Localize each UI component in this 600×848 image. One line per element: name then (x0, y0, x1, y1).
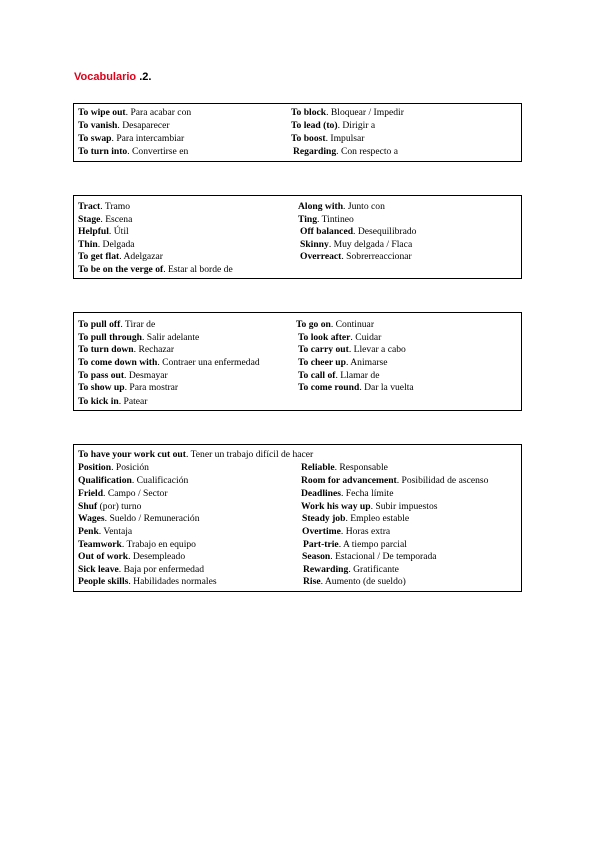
vocab-term: To come round (298, 382, 360, 393)
vocab-entry (78, 564, 204, 576)
vocab-entry (301, 462, 388, 474)
vocab-entry (303, 576, 406, 588)
vocab-entry (78, 201, 130, 213)
vocab-def: . Posición (111, 462, 149, 473)
vocab-term: To look after (298, 332, 351, 343)
vocab-def: . Con respecto a (336, 146, 398, 157)
vocab-term: People skills (78, 576, 129, 587)
vocab-def: . Desequilibrado (353, 226, 417, 237)
vocab-entry (78, 396, 148, 408)
vocab-def: . Posibilidad de ascenso (396, 475, 489, 486)
vocab-term: To pull through (78, 332, 142, 343)
vocab-term: Room for advancement (301, 475, 397, 486)
vocab-term: Out of work (78, 551, 129, 562)
vocab-term: Tract (78, 201, 101, 212)
vocab-entry (78, 107, 191, 119)
vocab-entry (78, 513, 200, 525)
vocab-term: To show up (78, 382, 125, 393)
vocab-term: To get flat (78, 251, 120, 262)
vocab-term: To wipe out (78, 107, 126, 118)
vocab-entry-full (78, 449, 313, 461)
vocab-term: Wages (78, 513, 105, 524)
vocab-def: . Fecha límite (340, 488, 394, 499)
vocab-def: . Para intercambiar (111, 133, 185, 144)
vocab-entry (78, 539, 196, 551)
vocab-def: . Estacional / De temporada (330, 551, 437, 562)
vocab-term: Work his way up (301, 501, 371, 512)
vocab-def: . Campo / Sector (103, 488, 168, 499)
vocab-entry (78, 475, 188, 487)
vocab-def: . Desempleado (128, 551, 186, 562)
vocab-box-3 (73, 312, 522, 411)
vocab-entry (78, 357, 260, 369)
vocab-term: To boost (291, 133, 326, 144)
vocab-term: Reliable (301, 462, 335, 473)
vocab-entry (303, 539, 407, 551)
vocab-term: To come down with (78, 357, 158, 368)
vocab-entry (78, 551, 185, 563)
vocab-entry (291, 133, 364, 145)
vocab-entry (78, 344, 174, 356)
vocab-entry (78, 382, 178, 394)
vocab-entry (303, 564, 399, 576)
vocab-entry (298, 344, 406, 356)
vocab-def: . Baja por enfermedad (118, 564, 205, 575)
vocab-term: Overreact (300, 251, 342, 262)
vocab-def: . Tener un trabajo difícil de hacer (185, 449, 314, 460)
vocab-entry (296, 319, 374, 331)
vocab-def: . Estar al borde de (163, 264, 233, 275)
vocab-entry (78, 370, 168, 382)
vocab-def: . Para mostrar (124, 382, 179, 393)
vocab-term: Rise (303, 576, 321, 587)
vocab-term: To lead (to) (291, 120, 338, 131)
vocab-def: . Continuar (330, 319, 375, 330)
vocab-entry (78, 251, 163, 263)
vocab-def: . Impulsar (325, 133, 365, 144)
vocab-entry (298, 382, 414, 394)
vocab-term: Helpful (78, 226, 109, 237)
vocab-term: Deadlines (301, 488, 341, 499)
vocab-box-4 (73, 444, 522, 592)
vocab-entry (293, 146, 398, 158)
vocab-term: To kick in (78, 396, 119, 407)
vocab-def: . Tintineo (317, 214, 354, 225)
vocab-entry (78, 332, 199, 344)
vocab-entry (291, 107, 404, 119)
vocab-term: Regarding (293, 146, 337, 157)
vocab-term: Ting (298, 214, 318, 225)
vocab-def: . Desmayar (124, 370, 168, 381)
vocab-def: . Empleo estable (345, 513, 410, 524)
vocab-term: Teamwork (78, 539, 122, 550)
vocab-def: . Convertirse en (127, 146, 189, 157)
vocab-def: . Adelgazar (119, 251, 163, 262)
vocab-def: . Desaparecer (117, 120, 170, 131)
vocab-entry (298, 357, 388, 369)
vocab-term: To swap (78, 133, 112, 144)
vocab-def: . Cuidar (350, 332, 382, 343)
vocab-def: . Tramo (100, 201, 131, 212)
vocab-term: To have your work cut out (78, 449, 186, 460)
vocab-entry (301, 475, 488, 487)
vocab-entry (291, 120, 375, 132)
vocab-entry (78, 526, 132, 538)
vocab-def: . Muy delgada / Flaca (328, 239, 413, 250)
vocab-def: . Llamar de (335, 370, 380, 381)
vocab-term: To carry out (298, 344, 349, 355)
vocab-entry (300, 226, 416, 238)
vocab-def: . Salir adelante (142, 332, 200, 343)
page-title (74, 71, 151, 83)
vocab-def: . Habilidades normales (128, 576, 217, 587)
vocab-term: Along with (298, 201, 344, 212)
vocab-def: . Ventaja (98, 526, 133, 537)
vocab-term: Steady job (302, 513, 346, 524)
vocab-term: Thin (78, 239, 98, 250)
vocab-def: . Bloquear / Impedir (326, 107, 404, 118)
vocab-entry (301, 488, 393, 500)
vocab-entry (300, 239, 412, 251)
vocab-entry (78, 146, 188, 158)
vocab-def: . Útil (108, 226, 129, 237)
vocab-entry (301, 501, 437, 513)
vocab-entry (302, 513, 409, 525)
vocab-def: . Contraer una enfermedad (157, 357, 260, 368)
vocab-entry (78, 576, 217, 588)
vocab-term: To block (291, 107, 327, 118)
vocab-def: . Subir impuestos (370, 501, 438, 512)
vocab-term: Rewarding (303, 564, 349, 575)
vocab-entry (78, 214, 132, 226)
vocab-entry (78, 501, 141, 513)
vocab-term: To cheer up (298, 357, 346, 368)
vocab-def: . Dar la vuelta (359, 382, 414, 393)
vocab-entry (302, 526, 390, 538)
vocab-term: Season (302, 551, 331, 562)
vocab-term: Penk (78, 526, 99, 537)
vocab-def: . Cualificación (131, 475, 189, 486)
vocab-term: Frield (78, 488, 104, 499)
vocab-entry (78, 226, 129, 238)
vocab-term: Off balanced (300, 226, 354, 237)
vocab-term: Position (78, 462, 112, 473)
vocab-def: . Tirar de (120, 319, 156, 330)
vocab-def: . Animarse (345, 357, 388, 368)
vocab-entry (78, 120, 170, 132)
vocab-def: (por) turno (97, 501, 142, 512)
vocab-def: . Dirigir a (337, 120, 376, 131)
vocab-def: . Escena (100, 214, 133, 225)
vocab-def: . Gratificante (348, 564, 399, 575)
vocab-def: . Rechazar (133, 344, 175, 355)
vocab-def: . Horas extra (340, 526, 391, 537)
vocab-box-2 (73, 195, 522, 279)
title-main: Vocabulario (74, 71, 137, 83)
vocab-entry (78, 133, 184, 145)
vocab-def: . Junto con (343, 201, 385, 212)
vocab-entry (300, 251, 412, 263)
vocab-def: . Para acabar con (125, 107, 192, 118)
vocab-term: To go on (296, 319, 331, 330)
vocab-entry (298, 370, 379, 382)
vocab-entry (298, 201, 385, 213)
vocab-term: To pull off (78, 319, 121, 330)
vocab-term: Overtime (302, 526, 341, 537)
vocab-entry (78, 488, 168, 500)
vocab-def: . Delgada (97, 239, 135, 250)
vocab-term: To be on the verge of (78, 264, 164, 275)
vocab-term: Sick leave (78, 564, 119, 575)
vocab-term: To turn down (78, 344, 134, 355)
vocab-term: Stage (78, 214, 101, 225)
vocab-def: . Trabajo en equipo (121, 539, 196, 550)
vocab-def: . Aumento (de sueldo) (320, 576, 406, 587)
vocab-entry (78, 264, 233, 276)
vocab-term: Skinny (300, 239, 329, 250)
vocab-def: . Sobrerreaccionar (341, 251, 412, 262)
vocab-term: To vanish (78, 120, 118, 131)
vocab-entry (78, 462, 149, 474)
vocab-term: Part-trie (303, 539, 339, 550)
vocab-term: To call of (298, 370, 336, 381)
vocab-term: Shuf (78, 501, 98, 512)
vocab-def: . Patear (118, 396, 148, 407)
vocab-term: To pass out (78, 370, 125, 381)
vocab-box-1 (73, 103, 522, 162)
vocab-entry (298, 214, 354, 226)
vocab-def: . A tiempo parcial (338, 539, 407, 550)
vocab-entry (298, 332, 381, 344)
vocab-def: . Llevar a cabo (348, 344, 406, 355)
vocab-term: Qualification (78, 475, 132, 486)
vocab-def: . Sueldo / Remuneración (104, 513, 200, 524)
vocab-entry (78, 239, 135, 251)
vocab-term: To turn into (78, 146, 128, 157)
vocab-entry (78, 319, 155, 331)
vocab-def: . Responsable (334, 462, 388, 473)
title-sub: .2. (136, 71, 152, 83)
vocab-entry (302, 551, 437, 563)
